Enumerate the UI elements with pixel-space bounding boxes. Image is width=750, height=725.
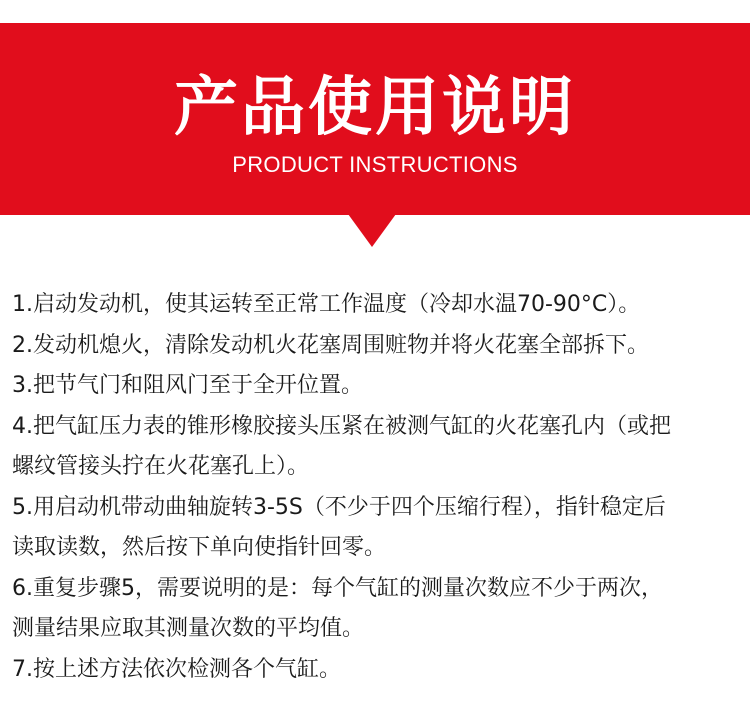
instruction-line: 3.把节气门和阻风门至于全开位置。	[12, 373, 363, 398]
instruction-line: 2.发动机熄火，清除发动机火花塞周围赃物并将火花塞全部拆下。	[12, 332, 649, 358]
instruction-line: 1.启动发动机，使其运转至正常工作温度（冷却水温70-90°C）。	[12, 292, 641, 317]
page-title: 产品使用说明	[174, 71, 576, 145]
instructions-list	[12, 285, 742, 690]
instruction-line: 4.把气缸压力表的锥形橡胶接头压紧在被测气缸的火花塞孔内（或把	[12, 413, 671, 439]
page-subtitle: PRODUCT INSTRUCTIONS	[232, 152, 518, 177]
instruction-line: 螺纹管接头拧在火花塞孔上）。	[12, 454, 310, 479]
instruction-line: 6.重复步骤5，需要说明的是：每个气缸的测量次数应不少于两次，	[12, 575, 663, 601]
instruction-line: 测量结果应取其测量次数的平均值。	[12, 616, 365, 641]
banner-pointer	[348, 214, 396, 247]
instruction-line: 5.用启动机带动曲轴旋转3-5S（不少于四个压缩行程），指针稳定后	[12, 494, 666, 520]
instruction-line: 读取读数，然后按下单向使指针回零。	[12, 535, 387, 560]
instruction-line: 7.按上述方法依次检测各个气缸。	[12, 656, 341, 682]
